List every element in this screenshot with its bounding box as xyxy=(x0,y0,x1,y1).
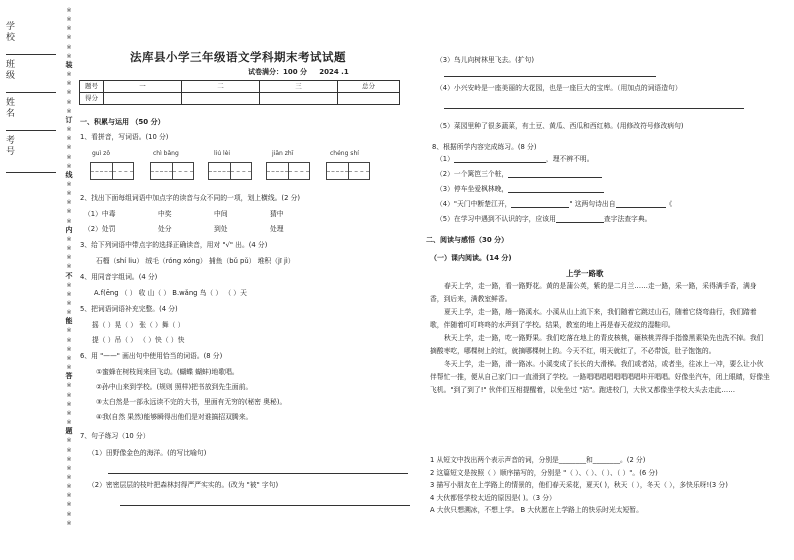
q8-text: 8、根据所学内容完成练习。(8 分) xyxy=(432,143,537,151)
name-line xyxy=(6,130,56,131)
class-field[interactable] xyxy=(6,60,56,83)
name-field[interactable] xyxy=(6,98,56,121)
q5-row2[interactable]: 提（ ）吊（ ） （ ）快（ ）快 xyxy=(92,336,185,344)
q5-row1[interactable]: 摇（ ）晃（ ） 张（ ）舞（ ） xyxy=(92,321,185,329)
q6-item-4[interactable]: ④我(自然 果然)能够瞬得出他们是对谁搞招双腾来。 xyxy=(96,413,253,421)
school-label: 学 校 xyxy=(6,22,26,44)
q4-text: 4、用同音字组词。(4 分) xyxy=(80,273,158,281)
q8-line-3-a: （3）停车坐爱枫林晚， xyxy=(436,185,509,193)
q6-item-3[interactable]: ③太白然是一部永远读不完的大书，里面有无穷的(秘密 奥秘)。 xyxy=(96,398,287,406)
pinyin-5: chéng shí xyxy=(330,150,359,157)
article-title: 上学一路歌 xyxy=(566,269,604,278)
pinyin-4: jiān zhī xyxy=(272,150,294,157)
writing-grid[interactable] xyxy=(90,162,134,180)
article-paragraph: 夏天上学，走一路，趟一路溪水。小溪从山上流下来，我们随着它跳过山石，随着它绕弯曲行，我们踏着歌，伴随着叮叮咚咚的水声到了学校。结果，教室的地上再是春天花纹的湿鞋印。 xyxy=(430,308,757,329)
q4-items[interactable]: A.f(ēng （ ） 收 山（ ） B.wǎng 鸟（ ） （ ）天 xyxy=(94,289,247,297)
article-paragraph: 春天上学，走一路，看一路野花。黄的是蒲公英，紫的是二月兰……走一路，采一路，采得满手香，满身香，到后来，满教室鲜香。 xyxy=(430,282,757,303)
score-cell: 二 xyxy=(182,81,260,93)
q8-line-1-a: （1） xyxy=(436,155,454,163)
school-line xyxy=(6,54,56,55)
score-table-header-row xyxy=(80,81,400,93)
class-line xyxy=(6,92,56,93)
q2-row1-c[interactable]: 中间 xyxy=(214,210,228,218)
q7-text: 7、句子练习（10 分） xyxy=(80,432,150,440)
q2-row1-a[interactable]: （1）中毒 xyxy=(84,210,116,218)
score-cell: 总分 xyxy=(338,81,400,93)
q6-item-2[interactable]: ②孙中山来到学校。(规则 照样)把书放到先生面前。 xyxy=(96,383,253,391)
pinyin-3: liú lèi xyxy=(214,150,231,157)
exam-date: 2024 .1 xyxy=(319,68,349,76)
school-field[interactable] xyxy=(6,22,56,45)
writing-grid[interactable] xyxy=(150,162,194,180)
reading-question-4-options[interactable]: A 大伙只想溯冰，不想上学。 B 大伙愿在上学路上的快乐时光太短暂。 xyxy=(430,506,643,514)
blank[interactable] xyxy=(508,177,602,178)
binding-line: ※ ※ ※ ※ ※ ※ 装 ※ ※ ※ ※ ※ 订 ※ ※ ※ ※ ※ 线 ※ ※ ※ ※ ※ 内 ※ ※ ※ ※ 不 ※ ※ ※ ※ 能 ※ ※ ※ ※ ※ 答 ※ ※ ※ ※ ※ 题 ※ ※ ※ ※ ※ ※ ※ ※ ※ ※ xyxy=(65,7,73,527)
score-input-cell[interactable] xyxy=(260,93,338,105)
exam-number-line xyxy=(6,172,56,173)
blank[interactable] xyxy=(511,207,569,208)
q8-line-2[interactable] xyxy=(436,170,602,178)
score-info xyxy=(248,68,349,77)
binding-word: 题 xyxy=(65,427,73,436)
q8-line-2-a: （2）一个篱笆三个桩， xyxy=(436,170,509,178)
q8-line-1[interactable] xyxy=(436,155,594,163)
answer-line[interactable] xyxy=(444,108,744,109)
q8-line-1-b: ，理不辨不明。 xyxy=(545,155,594,163)
q2-text: 2、找出下面每组词语中加点字的读音与众不同的一项，划上横线。(2 分) xyxy=(80,194,301,202)
blank[interactable] xyxy=(454,162,546,163)
reading-subheading: （一）课内阅读。(14 分) xyxy=(430,254,512,262)
writing-grid[interactable] xyxy=(208,162,252,180)
score-input-cell[interactable] xyxy=(338,93,400,105)
article-paragraph: 秋天上学，走一路，吃一路野果。我们吃落在地上的青皮核桃，砸核桃弄得手指像黑素染先也洗不掉。我们摘酸枣吃，哪棵树上的红，就摘哪棵树上的。今天不红，明天就红了，不必带饭，肚子饱饱的。 xyxy=(430,334,764,355)
q8-line-4[interactable] xyxy=(436,200,672,208)
q8-line-5[interactable] xyxy=(436,215,651,223)
blank[interactable] xyxy=(508,192,604,193)
part2-heading: 二、阅读与感悟（30 分） xyxy=(426,236,509,244)
q8-line-3[interactable] xyxy=(436,185,604,193)
reading-questions[interactable] xyxy=(430,454,770,517)
exam-title: 法库县小学三年级语文学科期末考试试题 xyxy=(130,50,346,64)
reading-question-2[interactable]: 2 这篇短文是按照（ ）顺序描写的，分别是 "（ ）、（ ）、（ ）、（ ）"。(6 分) xyxy=(430,468,658,477)
score-input-cell[interactable] xyxy=(104,93,182,105)
score-cell: 得分 xyxy=(80,93,104,105)
class-label: 班 级 xyxy=(6,60,26,82)
student-info-sidebar xyxy=(0,0,62,560)
score-table-score-row xyxy=(80,93,400,105)
q8-line-4-c: 《 xyxy=(665,200,673,208)
q2-row2-a[interactable]: （2）处罚 xyxy=(84,225,116,233)
q2-row1-b[interactable]: 中奖 xyxy=(158,210,172,218)
score-table xyxy=(79,80,400,105)
reading-question-1[interactable]: 1 从短文中找出两个表示声音的词，分别是________和________。(2 分) xyxy=(430,456,646,464)
q8-line-4-a: （4）"天门中断楚江开， xyxy=(436,200,512,208)
q7-s1: （1）田野像金色的海洋。(的写比喻句) xyxy=(88,449,207,457)
binding-word: 订 xyxy=(65,115,73,124)
pinyin-1: guì zǒ xyxy=(92,150,111,157)
name-label: 姓 名 xyxy=(6,98,26,120)
q2-row1-d[interactable]: 猜中 xyxy=(270,210,284,218)
binding-word: 能 xyxy=(65,317,73,326)
article-paragraph: 冬天上学，走一路，滑一路冰。小溪变成了长长的大滑梯。我们或者站，或者坐，往冰上一冲，要么让小伙伴帮忙一推，便从自己家门口一直滑到了学校。一路唱唱唱唱唱唱唱唱咔开唱唱。好像坐汽车，闭上眼睛，好像坐飞机。"到了到了!" 伙伴们互相提醒着，以免坐过 "站"。跑进校门，大伙又都像坐学校大头去走此…… xyxy=(430,360,770,394)
score-input-cell[interactable] xyxy=(182,93,260,105)
score-cell: 三 xyxy=(260,81,338,93)
q2-row2-c[interactable]: 到处 xyxy=(214,225,228,233)
q5-text: 5、把词语词语补充完整。(4 分) xyxy=(80,305,178,313)
score-cell: 题号 xyxy=(80,81,104,93)
q2-row2-b[interactable]: 处分 xyxy=(158,225,172,233)
reading-question-3[interactable]: 3 描写小朋友在上学路上的情景的，他们春天采花，夏天( )，秋天（ ），冬天（ ），多快乐呀!(3 分) xyxy=(430,481,728,489)
q7-s5: （5）菜园里种了很多蔬菜，有土豆、黄瓜、西瓜和西红柿。(用修改符号修改病句) xyxy=(436,122,684,130)
binding-word: 线 xyxy=(65,170,73,179)
q7-s3: （3）鸟儿向树林里飞去。(扩句) xyxy=(436,56,534,64)
binding-word: 不 xyxy=(65,271,73,280)
q1-text: 1、看拼音，写词语。(10 分) xyxy=(80,133,169,141)
full-score: 试卷满分：100 分 xyxy=(248,68,308,76)
q3-items[interactable]: 石榴（shí liu） 绒毛（róng xóng） 捕鱼（bǔ pǔ） 堆积（jī jì） xyxy=(96,257,295,265)
answer-line[interactable] xyxy=(444,76,656,77)
answer-line[interactable] xyxy=(108,473,408,474)
blank[interactable] xyxy=(616,207,666,208)
q7-s2: （2）密密层层的枝叶把森林封得严严实实的。(改为 "被" 字句) xyxy=(88,481,279,489)
q8-line-4-b: " 这两句诗出自 xyxy=(569,200,616,208)
exam-number-field[interactable] xyxy=(6,136,56,159)
q8-line-5-b: 查字法查字典。 xyxy=(603,215,652,223)
part1-heading: 一、积累与运用 （50 分） xyxy=(80,118,165,126)
pinyin-2: chì bǎng xyxy=(153,150,179,157)
binding-word: 答 xyxy=(65,372,73,381)
q6-text: 6、用 "——" 画出句中使用恰当的词语。(8 分) xyxy=(80,352,223,360)
writing-grid[interactable] xyxy=(266,162,310,180)
binding-word: 内 xyxy=(65,225,73,234)
binding-word: 装 xyxy=(65,60,73,69)
q6-item-1[interactable]: ①蜜蜂在树枝间来回飞动。(蝴蝶 蝴蚌)地歌唱。 xyxy=(96,368,239,376)
q7-s4: （4）小兴安岭是一座美丽的大花园，也是一座巨大的宝库。（用加点的词语造句） xyxy=(436,84,682,92)
answer-line[interactable] xyxy=(120,505,410,506)
score-cell: 一 xyxy=(104,81,182,93)
writing-grid[interactable] xyxy=(326,162,370,180)
reading-question-4[interactable]: 4 大伙都怪学校太近的原因是( )。（3 分） xyxy=(430,493,556,502)
article-body xyxy=(430,280,770,397)
q8-line-5-a: （5）在学习中遇到不认识的字，应该用 xyxy=(436,215,556,223)
exam-number-label: 考 号 xyxy=(6,136,26,158)
q2-row2-d[interactable]: 处理 xyxy=(270,225,284,233)
q3-text: 3、给下列词语中带点字的选择正确读音，用对 "√" 出。(4 分) xyxy=(80,241,268,249)
blank[interactable] xyxy=(556,222,604,223)
